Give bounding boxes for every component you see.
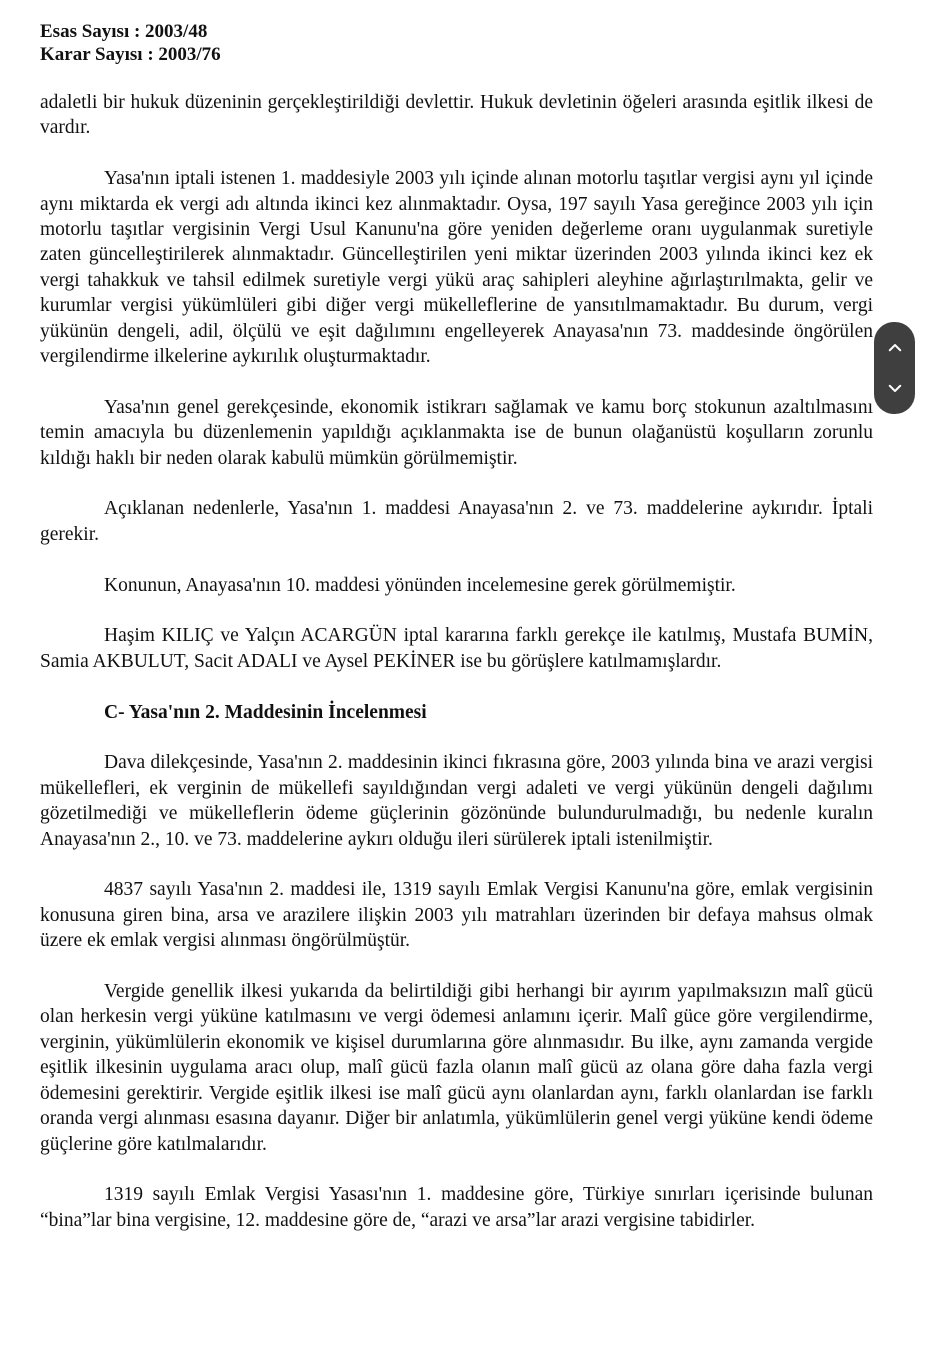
document-body (40, 90, 873, 1259)
paragraph: Yasa'nın genel gerekçesinde, ekonomik istikrarı sağlamak ve kamu borç stokunun azaltılmasını temin amacıyla bu düzenlemenin yapıldığı açıklanmakta ise de bunun olağanüstü koşulların zorunlu kıldığı haklı bir neden olarak kabulü mümkün görülmemiştir. (40, 396, 873, 469)
document-header (40, 20, 221, 66)
previous-page-button[interactable] (880, 333, 910, 363)
paragraph: Yasa'nın iptali istenen 1. maddesiyle 2003 yılı içinde alınan motorlu taşıtlar vergisi aynı yıl içinde aynı miktarda ek vergi adı altında ikinci kez alınmaktadır. Oysa, 197 sayılı Yasa gereğince 2003 yılı için motorlu taşıtlar vergisinin Vergi Usul Kanunu'na göre yeniden değerleme oranı uygulanmak suretiyle zaten güncelleştirilerek alınmaktadır. Güncelleştirilen yeni miktar üzerinden 2003 yılında ikinci kez ek vergi tahakkuk ve tahsil edilmek suretiyle vergi yükü araç sahipleri aleyhine ağırlaştırılmakta, gelir ve kurumlar vergisi yükümlüleri gibi diğer vergi mükelleflerine de yansıtılmamaktadır. Bu durum, vergi yükünün dengeli, adil, ölçülü ve eşit dağılımını engelleyerek Anayasa'nın 73. maddesinde öngörülen vergilendirme ilkelerine aykırılık oluşturmaktadır. (40, 168, 873, 368)
section-heading: C- Yasa'nın 2. Maddesinin İncelenmesi (104, 701, 427, 723)
chevron-down-icon (886, 379, 904, 397)
chevron-up-icon (886, 339, 904, 357)
page-navigation (874, 322, 915, 414)
paragraph: 1319 sayılı Emlak Vergisi Yasası'nın 1. maddesine göre, Türkiye sınırları içerisinde bulunan “bina”lar bina vergisine, 12. maddesine göre de, “arazi ve arsa”lar arazi vergisine tabidirler. (40, 1184, 873, 1231)
next-page-button[interactable] (880, 373, 910, 403)
paragraph: Vergide genellik ilkesi yukarıda da belirtildiği gibi herhangi bir ayırım yapılmaksızın malî gücü olan herkesin vergi yüküne katılmasını ve vergi ödemesi anlamını içerir. Malî güce göre vergilendirme, verginin, yükümlülerin ekonomik ve kişisel durumlarına göre alınmasıdır. Bu ilke, aynı zamanda vergide eşitlik ilkesinin uygulama aracı olup, malî gücü fazla olanın malî gücü az olana göre daha fazla vergi ödemesini gerektirir. Vergide eşitlik ilkesi ise malî gücü aynı olanlardan aynı, farklı olanlardan ise farklı oranda vergi alınması esasına dayanır. Diğer bir anlatımla, yükümlülerin genel vergi yüküne kendi ödeme güçlerine göre katılmalarıdır. (40, 981, 873, 1155)
case-number: Esas Sayısı : 2003/48 (40, 21, 208, 42)
decision-number: Karar Sayısı : 2003/76 (40, 44, 221, 65)
paragraph: Haşim KILIÇ ve Yalçın ACARGÜN iptal kararına farklı gerekçe ile katılmış, Mustafa BUMİN, Samia AKBULUT, Sacit ADALI ve Aysel PEKİNER ise bu görüşlere katılmamışlardır. (40, 625, 873, 672)
paragraph: adaletli bir hukuk düzeninin gerçekleştirildiği devlettir. Hukuk devletinin öğeleri arasında eşitlik ilkesi de vardır. (40, 92, 873, 139)
paragraph: Dava dilekçesinde, Yasa'nın 2. maddesinin ikinci fıkrasına göre, 2003 yılında bina ve arazi vergisi mükellefleri, ek verginin de mükellefi sayıldığından vergi adaleti ve vergi yükünün dengeli dağılımı gözetilmediği ve mükelleflerin ödeme güçlerinin gözönünde bulundurulmadığı, bu nedenle kuralın Anayasa'nın 2., 10. ve 73. maddelerine aykırı olduğu ileri sürülerek iptali istenilmiştir. (40, 752, 873, 850)
paragraph: Açıklanan nedenlerle, Yasa'nın 1. maddesi Anayasa'nın 2. ve 73. maddelerine aykırıdır. İptali gerekir. (40, 498, 873, 545)
paragraph: 4837 sayılı Yasa'nın 2. maddesi ile, 1319 sayılı Emlak Vergisi Kanunu'na göre, emlak vergisinin konusuna giren bina, arsa ve arazilere ilişkin 2003 yılı matrahları üzerinden bir defaya mahsus olmak üzere ek emlak vergisi alınması öngörülmüştür. (40, 879, 873, 952)
paragraph: Konunun, Anayasa'nın 10. maddesi yönünden incelemesine gerek görülmemiştir. (104, 574, 736, 596)
